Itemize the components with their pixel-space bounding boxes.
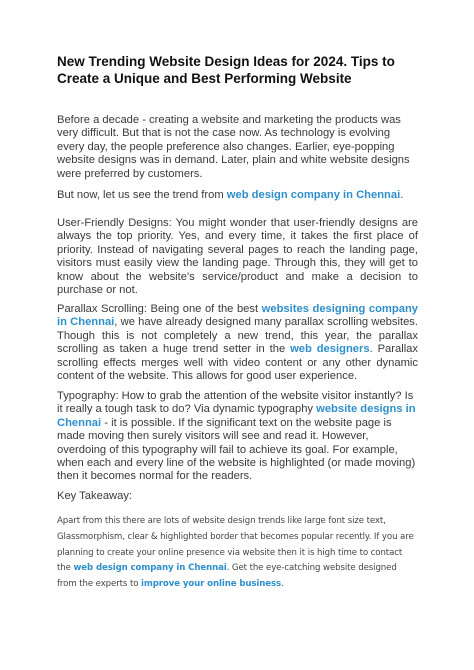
user-friendly-paragraph: User-Friendly Designs: You might wonder that user-friendly designs are always the top priority. Yes, and every time, it takes the first place of priority. Instead of navigating several pages to reach the landing page, visitors must easily view the landing page. Through this, they will get to know about the website's service/product and make a decision to purchase or not. xyxy=(57,217,418,297)
trend-text-after: . xyxy=(400,189,404,201)
article-title: New Trending Website Design Ideas for 2024. Tips to Create a Unique and Best Performing Website xyxy=(57,54,395,86)
parallax-paragraph xyxy=(57,303,418,383)
typography-text-2: - it is possible. If the significant text on the website page is made moving then surely visitors will see and read it. However, overdoing of this typography will fail to achieve its goal. For example, when each and every line of the website is highlighted (or made moving) then it becomes normal for the readers. xyxy=(57,416,416,483)
parallax-text-1: Parallax Scrolling: Being one of the best xyxy=(57,303,262,315)
trend-paragraph xyxy=(57,189,418,202)
web-designers-link[interactable]: web designers xyxy=(290,343,370,356)
improve-online-business-link[interactable]: improve your online business xyxy=(141,579,282,590)
website-designs-link[interactable]: website designs in Chennai xyxy=(57,403,416,429)
parallax-text-2: , we have already designed many parallax scrolling websites. Though this is not completely a new trend, this year, the parallax scrolling as taken a huge trend setter in the xyxy=(57,316,419,356)
closing-text-3: . xyxy=(281,579,284,590)
trend-text-before: But now, let us see the trend from xyxy=(57,189,227,201)
closing-text-2: . Get the eye-catching website designed from the experts to xyxy=(57,563,397,590)
key-takeaway-heading: Key Takeaway: xyxy=(57,490,133,502)
closing-text-1: Apart from this there are lots of website design trends like large font size text, Glassmorphism, clear & highlighted border that becomes popular recently. If you are planning to create your online presence via website then it is high time to contact the xyxy=(57,516,414,574)
typography-paragraph xyxy=(57,390,418,484)
closing-web-design-company-link[interactable]: web design company in Chennai xyxy=(73,563,227,574)
typography-text-1: Typography: How to grab the attention of the website visitor instantly? Is it really a tough task to do? Via dynamic typography xyxy=(57,390,414,416)
closing-paragraph xyxy=(57,514,418,593)
websites-designing-company-link[interactable]: websites designing company in Chennai xyxy=(57,303,418,329)
parallax-text-3: . Parallax scrolling effects merges well with video content or any other dynamic content of the website. This allows for good user experience. xyxy=(57,343,418,383)
intro-paragraph: Before a decade - creating a website and marketing the products was very difficult. But that is not the case now. As technology is evolving every day, the people preference also changes. Earlier, eye-popping website designs was in demand. Later, plain and white website designs were preferred by customers. xyxy=(57,114,410,180)
web-design-company-link[interactable]: web design company in Chennai xyxy=(226,189,401,201)
